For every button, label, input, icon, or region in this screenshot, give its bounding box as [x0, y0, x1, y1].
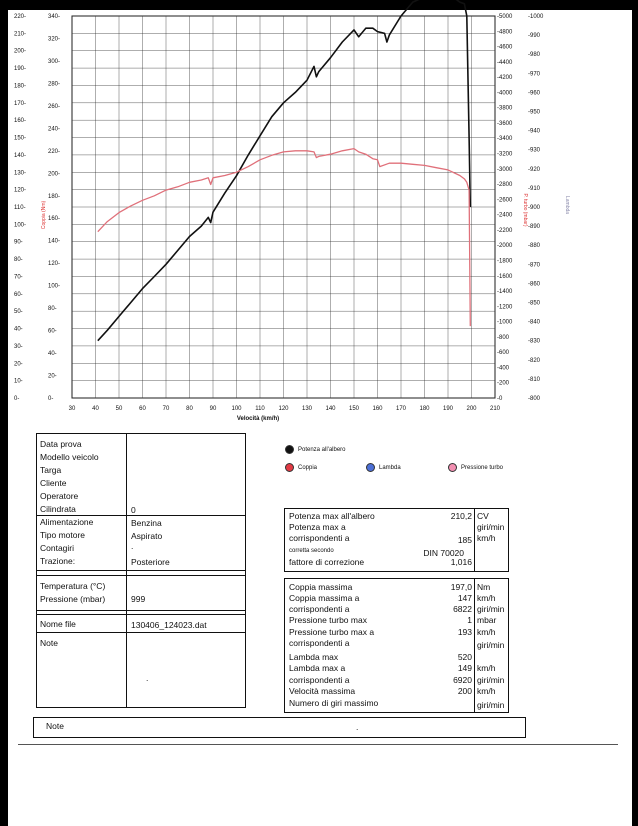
info-row-divider [36, 515, 246, 516]
left-inner-tick: 340- [48, 14, 61, 20]
legend-torque-label: Coppia [298, 464, 318, 471]
right-outer-tick: -960 [528, 90, 541, 97]
right-outer-tick: -830 [528, 338, 541, 345]
left-outer-tick: 60- [14, 291, 23, 298]
unit-giri-5: giri/min [477, 700, 505, 710]
label-turbo-max: Pressione turbo max [289, 615, 367, 625]
left-outer-tick: 20- [14, 361, 23, 368]
label-temperatura: Temperatura (°C) [40, 581, 106, 591]
legend-power-dot [285, 445, 294, 454]
left-inner-tick: 280- [48, 81, 61, 88]
left-outer-tick: 130- [14, 170, 27, 177]
right-outer-tick: -890 [528, 224, 541, 231]
label-corrispondenti-3: corrispondenti a [289, 638, 350, 648]
label-fattore-correzione: fattore di correzione [289, 557, 365, 567]
value-fattore: 1,016 [450, 557, 472, 567]
label-operatore: Operatore [40, 491, 79, 501]
label-coppia-max-a: Coppia massima a [289, 593, 360, 603]
right-inner-tick: -2000 [497, 243, 513, 250]
right-inner-tick: -4000 [497, 90, 513, 97]
label-corrispondenti-4: corrispondenti a [289, 675, 350, 685]
lambda-axis-label: Lambda [564, 195, 570, 215]
bottom-note-box [33, 717, 526, 738]
right-outer-tick: -820 [528, 357, 541, 364]
label-lambda-max-a: Lambda max a [289, 663, 346, 673]
left-inner-tick: 180- [48, 193, 61, 200]
left-inner-tick: 20- [48, 373, 57, 380]
right-inner-tick: -1000 [497, 319, 513, 326]
info-row-divider [36, 632, 246, 633]
value-trazione: Posteriore [131, 557, 170, 567]
value-coppia-max: 197,0 [450, 582, 472, 592]
label-targa: Targa [40, 465, 62, 475]
unit-kmh-4: km/h [477, 663, 496, 673]
right-inner-tick: -4400 [497, 59, 513, 66]
x-tick-label: 50 [115, 406, 123, 412]
legend-turbo [448, 463, 503, 472]
right-inner-tick: -4200 [497, 75, 513, 82]
right-inner-tick: -3600 [497, 120, 513, 127]
legend-turbo-dot [448, 463, 457, 472]
label-data-prova: Data prova [40, 439, 82, 449]
left-outer-tick: 160- [14, 118, 27, 125]
right-outer-tick: -970 [528, 71, 541, 78]
right-outer-tick: -850 [528, 300, 541, 307]
x-tick-label: 70 [162, 406, 170, 412]
value-din: DIN 70020 [423, 548, 464, 558]
unit-kmh-5: km/h [477, 686, 496, 696]
x-tick-label: 130 [301, 406, 313, 412]
right-outer-tick: -810 [528, 376, 541, 383]
right-inner-tick: -5000 [497, 14, 513, 20]
unit-giri-2: giri/min [477, 604, 505, 614]
left-axis-label: Coppia (Nm) [41, 200, 47, 230]
right-outer-tick: -860 [528, 281, 541, 288]
right-axis-label: P. turbo (mbar) [522, 193, 528, 227]
label-tipo-motore: Tipo motore [40, 530, 86, 540]
value-cilindrata: 0 [131, 505, 136, 515]
left-outer-tick: 220- [14, 14, 27, 20]
left-inner-tick: 200- [48, 171, 61, 178]
left-outer-tick: 0- [14, 396, 20, 402]
right-inner-tick: -800 [497, 334, 510, 341]
right-inner-tick: -2600 [497, 197, 513, 204]
right-inner-tick: -1600 [497, 273, 513, 280]
left-inner-tick: 220- [48, 148, 61, 155]
unit-kmh-2: km/h [477, 593, 496, 603]
left-inner-tick: 140- [48, 238, 61, 245]
unit-giri-4: giri/min [477, 675, 505, 685]
value-turbo-max: 1 [467, 615, 472, 625]
x-tick-label: 60 [139, 406, 146, 412]
results2-col-divider [474, 578, 475, 713]
label-corretta-secondo: corretta secondo [289, 548, 334, 554]
left-outer-tick: 70- [14, 274, 23, 281]
left-outer-tick: 50- [14, 309, 23, 316]
value-potenza-max: 210,2 [450, 511, 472, 521]
right-outer-tick: -980 [528, 52, 541, 59]
unit-giri: giri/min [477, 522, 505, 532]
label-alimentazione: Alimentazione [40, 517, 94, 527]
right-outer-tick: -910 [528, 185, 541, 192]
unit-nm: Nm [477, 582, 491, 592]
right-outer-tick: -870 [528, 262, 541, 269]
legend-lambda-label: Lambda [379, 464, 401, 471]
x-tick-label: 200 [466, 406, 477, 412]
x-tick-label: 190 [442, 406, 454, 412]
right-inner-tick: -2800 [497, 182, 513, 189]
value-nome-file: 130406_124023.dat [131, 620, 207, 630]
left-outer-tick: 90- [14, 239, 23, 246]
left-inner-tick: 160- [48, 216, 61, 223]
right-outer-tick: -1000 [528, 14, 544, 20]
x-tick-label: 40 [92, 406, 99, 412]
label-lambda-max: Lambda max [289, 652, 339, 662]
right-inner-tick: -2400 [497, 212, 513, 219]
label-giri-max: Numero di giri massimo [289, 698, 379, 708]
info-row-divider [36, 575, 246, 576]
x-tick-label: 100 [231, 406, 242, 412]
right-outer-tick: -940 [528, 128, 541, 135]
right-inner-tick: -3000 [497, 166, 513, 173]
right-outer-tick: -950 [528, 109, 541, 116]
legend-power-label: Potenza all'albero [298, 446, 346, 453]
left-outer-tick: 120- [14, 187, 27, 194]
info-row-divider [36, 570, 246, 571]
left-inner-tick: 40- [48, 351, 57, 358]
label-turbo-max-a: Pressione turbo max a [289, 627, 375, 637]
info-row-divider [36, 610, 246, 611]
right-inner-tick: -1400 [497, 289, 513, 296]
right-outer-tick: -990 [528, 33, 541, 40]
right-inner-tick: -4600 [497, 44, 513, 51]
right-outer-tick: -880 [528, 243, 541, 250]
right-inner-tick: -1800 [497, 258, 513, 265]
label-pressione: Pressione (mbar) [40, 594, 106, 604]
results1-col-divider [474, 508, 475, 572]
value-contagiri: . [131, 541, 134, 551]
label-trazione: Trazione: [40, 556, 76, 566]
value-alimentazione: Benzina [131, 518, 162, 528]
left-inner-tick: 240- [48, 126, 61, 133]
value-tipo-motore: Aspirato [131, 531, 163, 541]
right-outer-tick: -920 [528, 166, 541, 173]
left-inner-tick: 0- [48, 396, 54, 402]
x-tick-label: 150 [348, 406, 360, 412]
label-velocita-max: Velocità massima [289, 686, 356, 696]
left-inner-tick: 300- [48, 58, 61, 65]
left-outer-tick: 30- [14, 343, 23, 350]
right-inner-tick: -600 [497, 350, 510, 357]
left-inner-tick: 120- [48, 261, 61, 268]
unit-kmh-3: km/h [477, 627, 496, 637]
x-tick-label: 120 [278, 406, 289, 412]
right-inner-tick: -2200 [497, 227, 513, 234]
left-outer-tick: 100- [14, 222, 27, 229]
left-outer-tick: 200- [14, 48, 27, 55]
legend-lambda [366, 463, 401, 472]
right-outer-tick: -840 [528, 319, 541, 326]
left-outer-tick: 150- [14, 135, 27, 142]
x-tick-label: 180 [419, 406, 430, 412]
right-inner-tick: -4800 [497, 29, 513, 36]
value-coppia-giri: 6822 [453, 604, 472, 614]
x-tick-label: 110 [255, 406, 265, 412]
legend-lambda-dot [366, 463, 375, 472]
right-outer-tick: -900 [528, 205, 541, 211]
value-velocita-max: 200 [457, 686, 472, 696]
legend-turbo-label: Pressione turbo [461, 464, 504, 471]
left-inner-tick: 80- [48, 306, 57, 313]
value-lambda-kmh: 149 [457, 663, 472, 673]
value-lambda-max: 520 [457, 652, 472, 662]
label-note: Note [40, 638, 58, 648]
left-outer-tick: 190- [14, 66, 27, 73]
left-outer-tick: 140- [14, 152, 27, 159]
left-outer-tick: 80- [14, 257, 23, 264]
x-tick-label: 140 [325, 406, 336, 412]
right-inner-tick: -1200 [497, 304, 513, 311]
unit-kmh: km/h [477, 533, 496, 543]
left-outer-tick: 110- [14, 205, 26, 211]
legend-power [285, 445, 346, 454]
left-outer-tick: 170- [14, 100, 27, 107]
label-cliente: Cliente [40, 478, 67, 488]
left-inner-tick: 100- [48, 283, 61, 290]
left-inner-tick: 320- [48, 36, 61, 43]
left-outer-tick: 10- [14, 378, 23, 385]
value-turbo-kmh: 193 [457, 627, 472, 637]
left-inner-tick: 60- [48, 328, 57, 335]
unit-giri-3: giri/min [477, 640, 505, 650]
label-cilindrata: Cilindrata [40, 504, 76, 514]
page-rule [18, 744, 618, 745]
bottom-note-label: Note [46, 721, 64, 731]
right-inner-tick: -3400 [497, 136, 513, 143]
value-lambda-giri: 6920 [453, 675, 472, 685]
label-nome-file: Nome file [40, 619, 76, 629]
x-tick-label: 160 [372, 406, 383, 412]
right-inner-tick: -3800 [497, 105, 513, 112]
left-outer-tick: 210- [14, 31, 27, 38]
value-coppia-kmh: 147 [457, 593, 472, 603]
right-inner-tick: -0 [497, 396, 503, 402]
legend-torque-dot [285, 463, 294, 472]
label-modello: Modello veicolo [40, 452, 99, 462]
right-outer-tick: -800 [528, 396, 541, 402]
right-outer-tick: -930 [528, 147, 541, 154]
label-coppia-max: Coppia massima [289, 582, 353, 592]
unit-cv: CV [477, 511, 489, 521]
left-outer-tick: 40- [14, 326, 23, 333]
label-corrispondenti: corrispondenti a [289, 533, 350, 543]
right-inner-tick: -3200 [497, 151, 513, 158]
value-pressione: 999 [131, 594, 146, 604]
label-corrispondenti-2: corrispondenti a [289, 604, 350, 614]
right-inner-tick: -200 [497, 380, 510, 387]
left-outer-tick: 180- [14, 83, 27, 90]
info-row-divider [36, 614, 246, 615]
x-axis-label: Velocità (km/h) [236, 416, 280, 422]
right-inner-tick: -400 [497, 365, 510, 372]
left-inner-tick: 260- [48, 103, 61, 110]
label-potenza-max-a: Potenza max a [289, 522, 346, 532]
legend-torque [285, 463, 317, 472]
x-tick-label: 210 [489, 406, 501, 412]
unit-mbar: mbar [477, 615, 497, 625]
x-tick-label: 30 [68, 406, 76, 412]
label-potenza-max: Potenza max all'albero [289, 511, 375, 521]
x-tick-label: 90 [209, 406, 217, 412]
label-contagiri: Contagiri [40, 543, 75, 553]
x-tick-label: 80 [186, 406, 193, 412]
bottom-note-value: . [356, 722, 359, 732]
x-tick-label: 170 [395, 406, 407, 412]
value-corrispondenti: 185 [457, 535, 472, 545]
value-note: . [146, 673, 149, 683]
